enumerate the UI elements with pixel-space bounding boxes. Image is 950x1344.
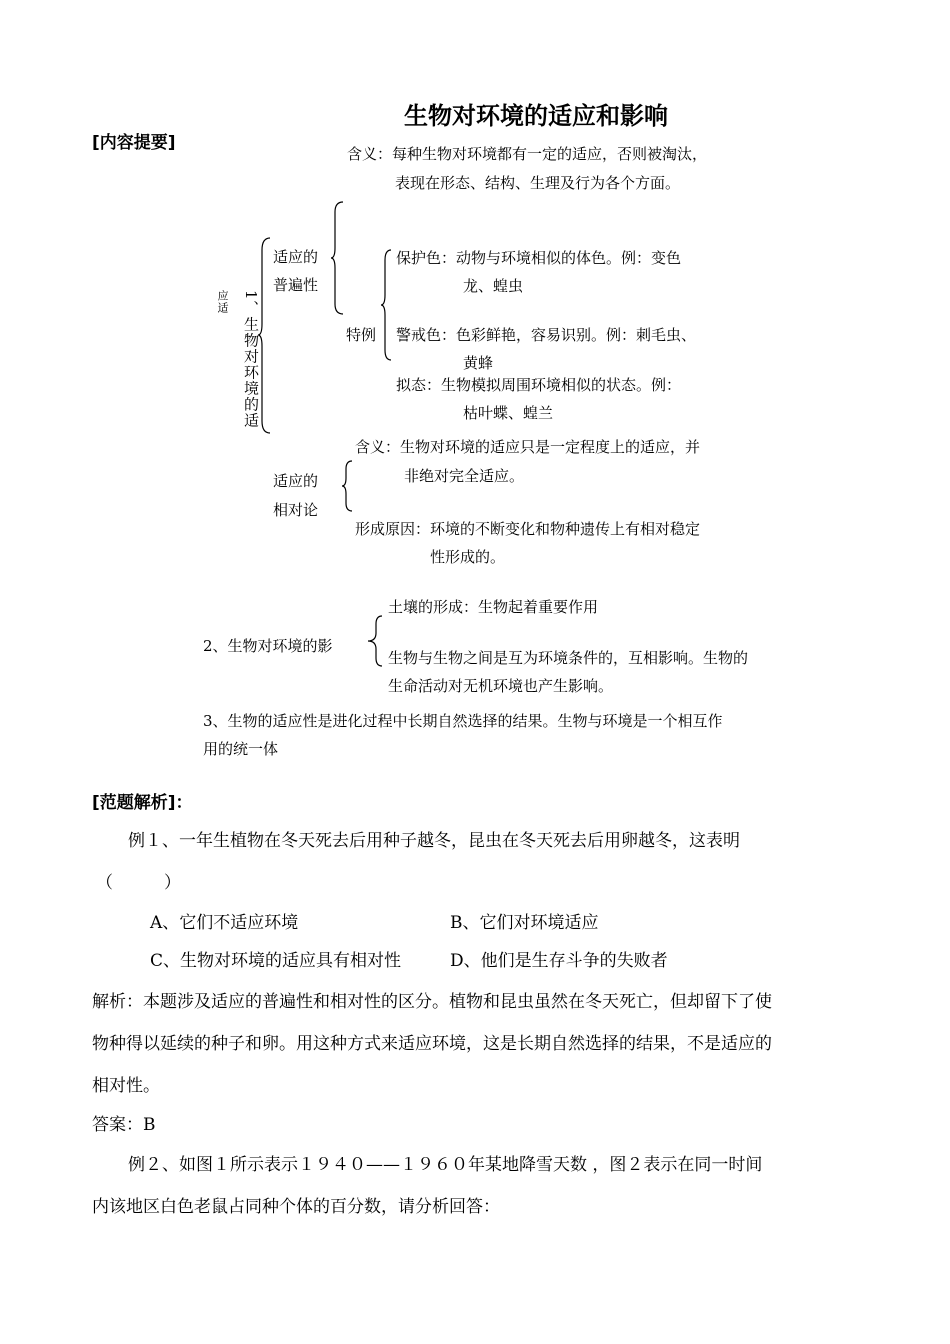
warning-color-line1: 警戒色：色彩鲜艳，容易识别。例：刺毛虫、 (396, 326, 697, 344)
summary-heading: [内容提要] (92, 133, 176, 153)
relativity-label-line2: 相对论 (273, 501, 319, 519)
adaptation-meaning-line2: 表现在形态、结构、生理及行为各个方面。 (395, 174, 681, 192)
section2-brace (368, 616, 384, 666)
section1-brace (258, 238, 272, 433)
soil-formation-text: 土壤的形成：生物起着重要作用 (388, 598, 599, 616)
warning-color-line2: 黄蜂 (463, 354, 494, 372)
example2-question-line2: 内该地区白色老鼠占同种个体的百分数，请分析回答： (92, 1197, 500, 1217)
relativity-cause-line1: 形成原因：环境的不断变化和物种遗传上有相对稳定 (355, 520, 701, 538)
protective-color-line1: 保护色：动物与环境相似的体色。例：变色 (396, 249, 682, 267)
point3-line2: 用的统一体 (203, 740, 279, 758)
universality-label-line2: 普遍性 (273, 276, 319, 294)
mimicry-line2: 枯叶蝶、蝗兰 (463, 404, 554, 422)
example1-option-d: D、他们是生存斗争的失败者 (450, 951, 668, 971)
example1-analysis-line3: 相对性。 (92, 1076, 160, 1096)
section1-vertical-label: 1、生物对环境的适 (242, 290, 260, 429)
relativity-meaning-line2: 非绝对完全适应。 (404, 467, 525, 485)
example1-analysis-line1: 解析：本题涉及适应的普遍性和相对性的区分。植物和昆虫虽然在冬天死亡，但却留下了使 (92, 992, 772, 1012)
relativity-brace (342, 461, 354, 511)
relativity-cause-line2: 性形成的。 (430, 548, 506, 566)
example1-question-line1: 例１、一年生植物在冬天死去后用种子越冬，昆虫在冬天死去后用卵越冬，这表明 (128, 831, 740, 851)
universality-brace (331, 202, 345, 314)
examples-brace (381, 250, 393, 360)
example2-question-line1: 例２、如图１所示表示１９４０——１９６０年某地降雪天数 ，图２表示在同一时间 (128, 1155, 763, 1175)
example1-option-c: C、生物对环境的适应具有相对性 (150, 951, 402, 971)
protective-color-line2: 龙、蝗虫 (463, 277, 524, 295)
point3-line1: 3、生物的适应性是进化过程中长期自然选择的结果。生物与环境是一个相互作 (203, 712, 723, 730)
relativity-label-line1: 适应的 (273, 472, 319, 490)
example1-question-line2: （ ） (96, 873, 181, 893)
mimicry-line1: 拟态：生物模拟周围环境相似的状态。例： (396, 376, 682, 394)
section2-label: 2、生物对环境的影 (203, 637, 333, 655)
mutual-influence-line2: 生命活动对无机环境也产生影响。 (388, 677, 614, 695)
examples-label: 特例 (346, 326, 377, 344)
example1-answer: 答案：B (92, 1115, 156, 1135)
examples-heading: [范题解析]： (92, 793, 193, 813)
page-title: 生物对环境的适应和影响 (404, 102, 668, 130)
vertical-small-label: 应适 (216, 290, 229, 314)
universality-label-line1: 适应的 (273, 248, 319, 266)
example1-analysis-line2: 物种得以延续的种子和卵。用这种方式来适应环境，这是长期自然选择的结果，不是适应的 (92, 1034, 772, 1054)
example1-option-a: A、它们不适应环境 (150, 913, 299, 933)
relativity-meaning-line1: 含义：生物对环境的适应只是一定程度上的适应，并 (355, 438, 701, 456)
adaptation-meaning-line1: 含义：每种生物对环境都有一定的适应，否则被淘汰， (347, 145, 708, 163)
mutual-influence-line1: 生物与生物之间是互为环境条件的，互相影响。生物的 (388, 649, 749, 667)
example1-option-b: B、它们对环境适应 (450, 913, 599, 933)
